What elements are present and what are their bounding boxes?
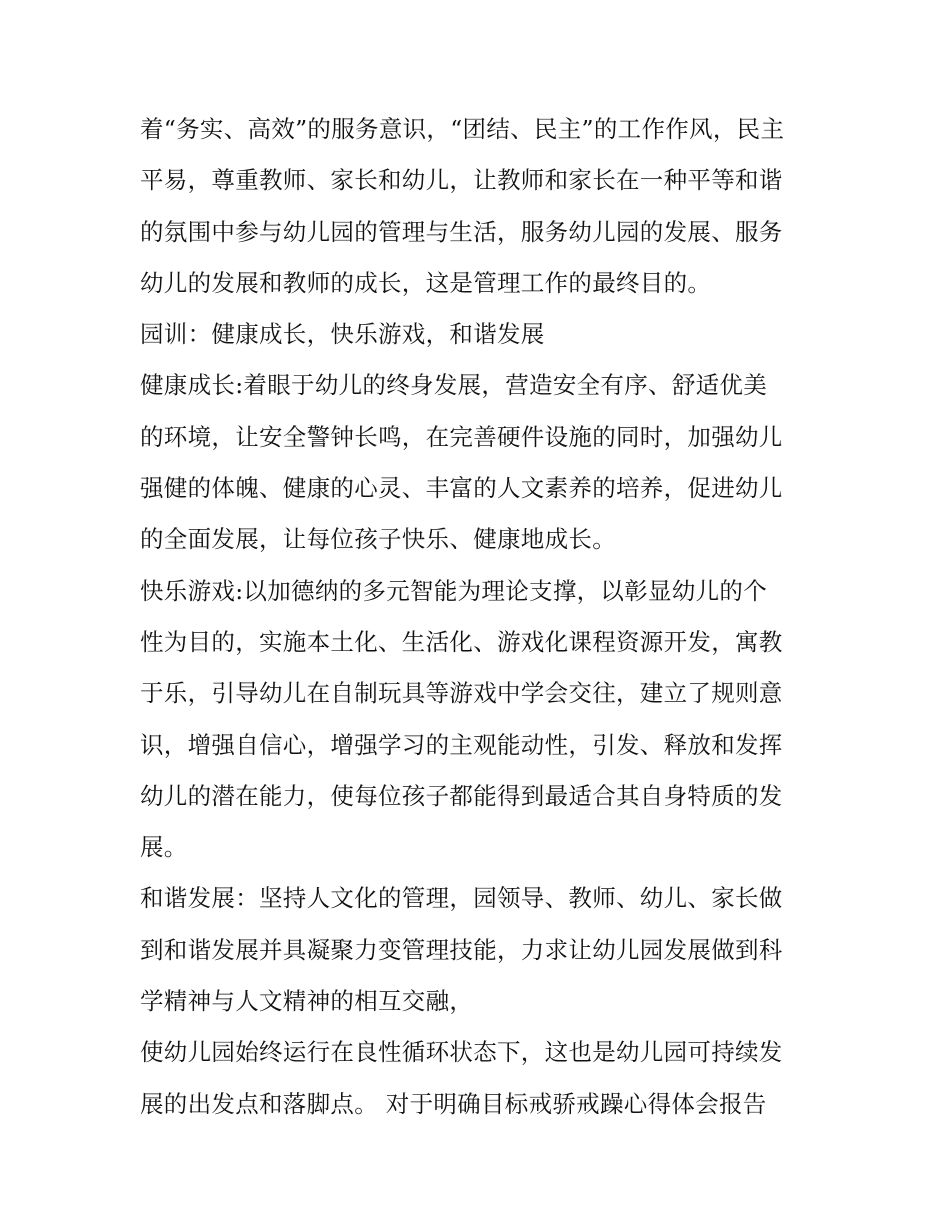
text-line: 快乐游戏:以加德纳的多元智能为理论支撑，以彰显幼儿的个 (140, 576, 768, 605)
document-body (140, 104, 820, 1130)
text-line: 的全面发展，让每位孩子快乐、健康地成长。 (140, 525, 616, 554)
text-line: 幼儿的发展和教师的成长，这是管理工作的最终目的。 (140, 268, 712, 297)
text-line: 性为目的，实施本土化、生活化、游戏化课程资源开发，寓教 (140, 627, 783, 656)
text-line: 于乐，引导幼儿在自制玩具等游戏中学会交往，建立了规则意 (140, 679, 783, 708)
text-line: 展。 (140, 833, 188, 862)
text-line: 识，增强自信心，增强学习的主观能动性，引发、释放和发挥 (140, 730, 783, 759)
text-line: 健康成长:着眼于幼儿的终身发展，营造安全有序、舒适优美 (140, 371, 768, 400)
text-line: 到和谐发展并具凝聚力变管理技能，力求让幼儿园发展做到科 (140, 935, 783, 964)
text-line: 着“务实、高效”的服务意识，“团结、民主”的工作作风，民主 (140, 115, 785, 143)
text-line: 平易，尊重教师、家长和幼儿，让教师和家长在一种平等和谐 (140, 166, 783, 195)
text-line: 幼儿的潜在能力，使每位孩子都能得到最适合其自身特质的发 (140, 781, 783, 810)
text-line: 的氛围中参与幼儿园的管理与生活，服务幼儿园的发展、服务 (140, 217, 783, 246)
text-line: 强健的体魄、健康的心灵、丰富的人文素养的培养，促进幼儿 (140, 474, 783, 503)
text-line: 和谐发展：坚持人文化的管理，园领导、教师、幼儿、家长做 (140, 884, 783, 913)
motto-line: 园训：健康成长，快乐游戏，和谐发展 (140, 320, 545, 349)
text-line: 的环境，让安全警钟长鸣，在完善硬件设施的同时，加强幼儿 (140, 422, 783, 451)
text-line: 使幼儿园始终运行在良性循环状态下，这也是幼儿园可持续发 (140, 1038, 783, 1067)
text-line: 学精神与人文精神的相互交融， (140, 987, 474, 1016)
text-line: 展的出发点和落脚点。 对于明确目标戒骄戒躁心得体会报告 (140, 1089, 767, 1118)
